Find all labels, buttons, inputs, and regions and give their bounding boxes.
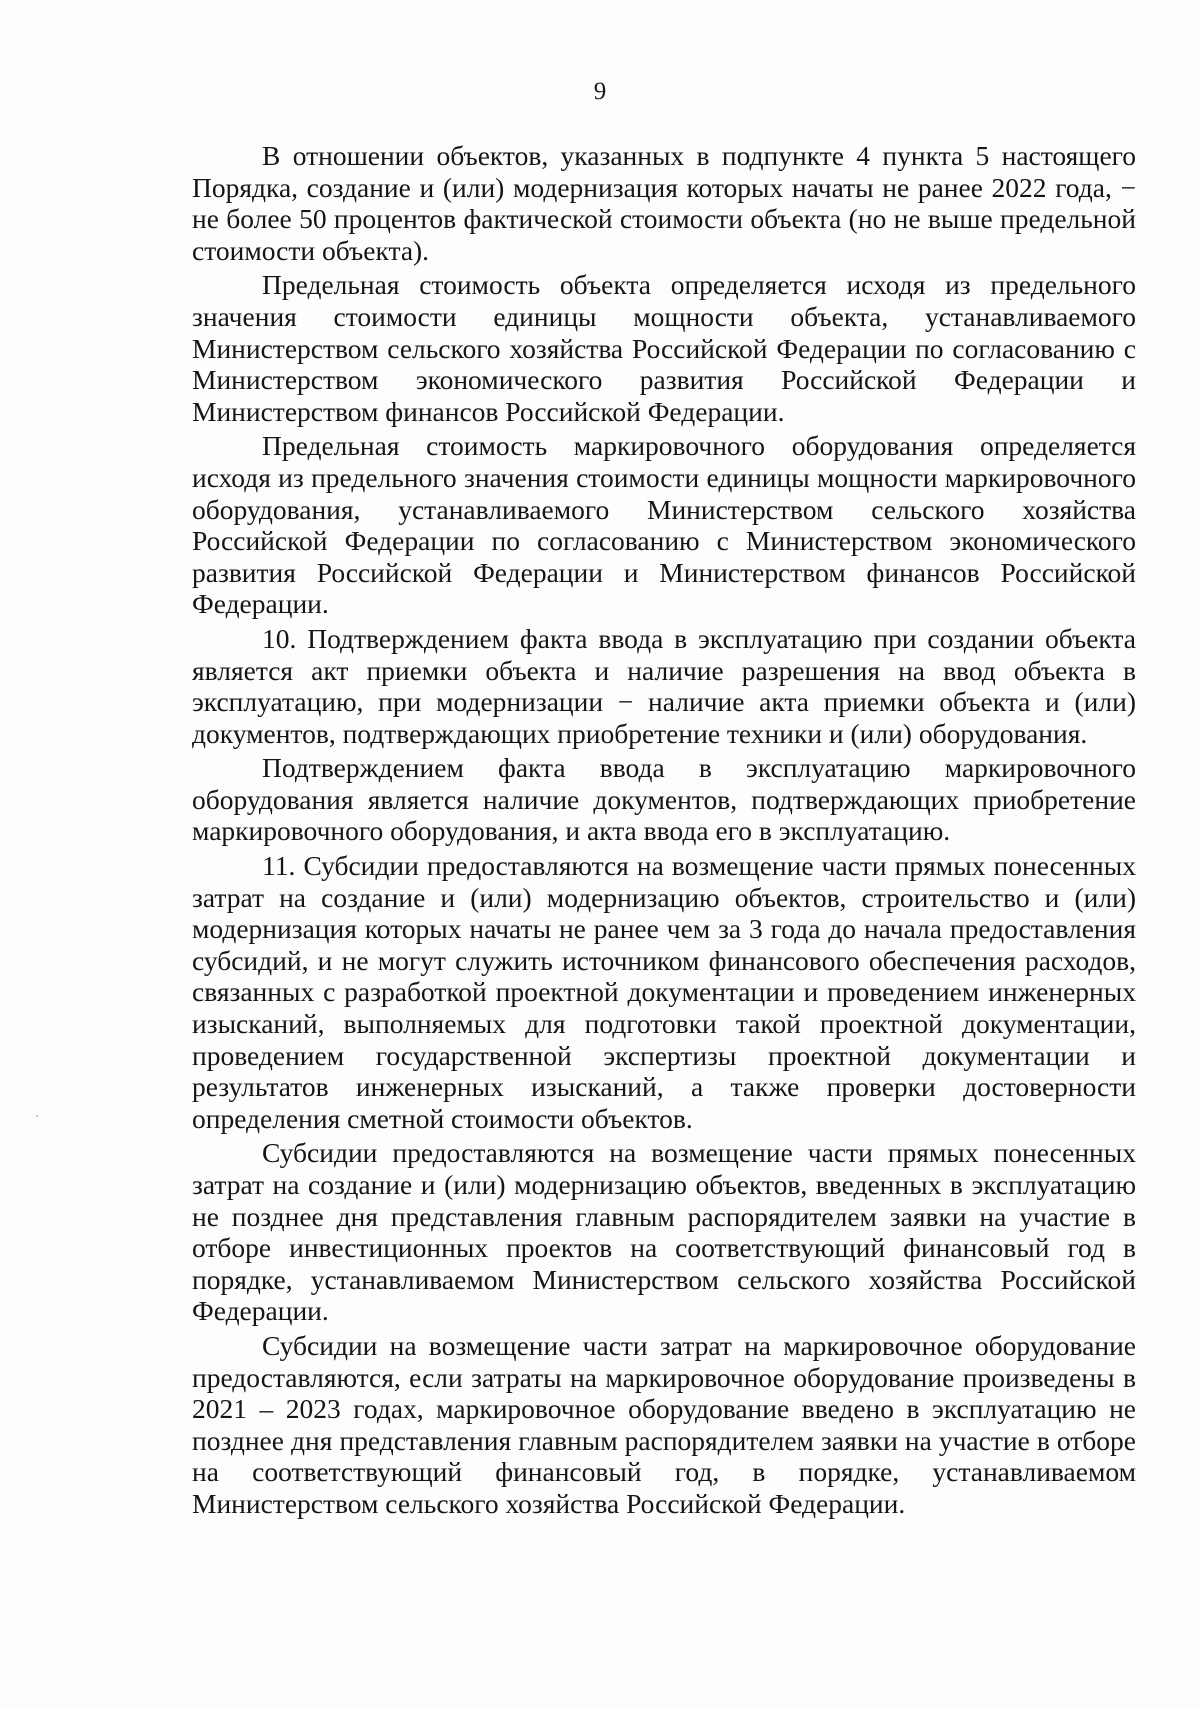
paragraph-subsidies-objects: Субсидии предоставляются на возмещение части прямых понесенных затрат на создание и (или) модернизацию объектов, введенных в эксплуатацию не позднее дня представления главным распорядителем заявки на участие в отборе инвестиционных проектов на соответствующий финансовый год в порядке, устанавливаемом Министерством сельского хозяйства Российской Федерации. (192, 1137, 1136, 1327)
paragraph-item-11: 11. Субсидии предоставляются на возмещение части прямых понесенных затрат на создание и (или) модернизацию объектов, строительство и (или) модернизация которых начаты не ранее чем за 3 года до начала предоставления субсидий, и не могут служить источником финансового обеспечения расходов, связанных с разработкой проектной документации и проведением инженерных изысканий, выполняемых для подготовки такой проектной документации, проведением государственной экспертизы проектной документации и результатов инженерных изысканий, а также проверки достоверности определения сметной стоимости объектов. (192, 850, 1136, 1134)
page-number: 9 (593, 78, 607, 105)
paragraph-objects-subpoint-4: В отношении объектов, указанных в подпункте 4 пункта 5 настоящего Порядка, создание и (или) модернизация которых начаты не ранее 2022 года, − не более 50 процентов фактической стоимости объекта (но не выше предельной стоимости объекта). (192, 140, 1136, 266)
paragraph-object-max-cost: Предельная стоимость объекта определяется исходя из предельного значения стоимости единицы мощности объекта, устанавливаемого Министерством сельского хозяйства Российской Федерации по согласованию с Министерством экономического развития Российской Федерации и Министерством финансов Российской Федерации. (192, 269, 1136, 427)
paragraph-marking-equipment-max-cost: Предельная стоимость маркировочного оборудования определяется исходя из предельного значения стоимости единицы мощности маркировочного оборудования, устанавливаемого Министерством сельского хозяйства Российской Федерации по согласованию с Министерством экономического развития Российской Федерации и Министерством финансов Российской Федерации. (192, 430, 1136, 620)
paragraph-marking-equipment-commissioning: Подтверждением факта ввода в эксплуатацию маркировочного оборудования является наличие документов, подтверждающих приобретение маркировочного оборудования, и акта ввода его в эксплуатацию. (192, 752, 1136, 847)
document-body (192, 140, 1136, 1520)
scan-artifact (36, 1115, 38, 1117)
paragraph-item-10: 10. Подтверждением факта ввода в эксплуатацию при создании объекта является акт приемки объекта и наличие разрешения на ввод объекта в эксплуатацию, при модернизации − наличие акта приемки объекта и (или) документов, подтверждающих приобретение техники и (или) оборудования. (192, 622, 1136, 749)
paragraph-subsidies-marking-equipment: Субсидии на возмещение части затрат на маркировочное оборудование предоставляются, если затраты на маркировочное оборудование произведены в 2021 – 2023 годах, маркировочное оборудование введено в эксплуатацию не позднее дня представления главным распорядителем заявки на участие в отборе на соответствующий финансовый год, в порядке, устанавливаемом Министерством сельского хозяйства Российской Федерации. (192, 1329, 1136, 1519)
